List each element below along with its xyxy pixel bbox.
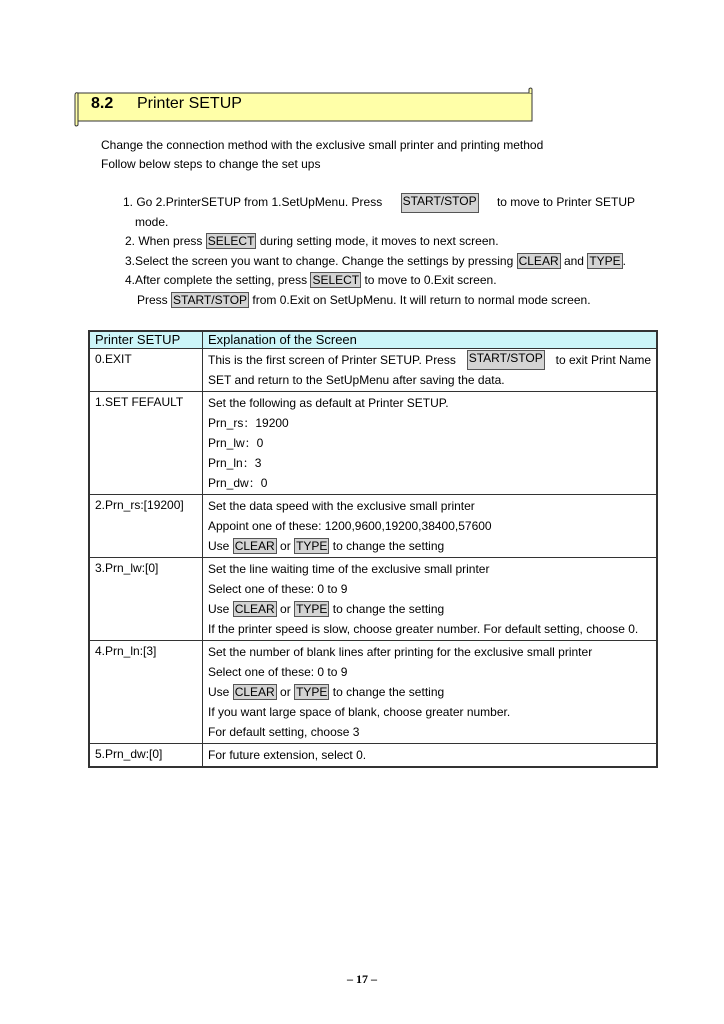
start-stop-key: START/STOP (467, 350, 545, 370)
desc-line: Prn_ln：3 (208, 456, 262, 470)
intro-text (101, 136, 543, 174)
table-row (89, 392, 657, 495)
desc-text: to change the setting (332, 602, 445, 616)
type-key: TYPE (296, 685, 328, 699)
setting-name: 3.Prn_lw:[0] (89, 558, 203, 641)
desc-text: to change the setting (332, 685, 445, 699)
header-printer-setup: Printer SETUP (89, 331, 203, 349)
desc-line: Appoint one of these: 1200,9600,19200,38400,57600 (208, 519, 492, 533)
desc-line: Prn_rs：19200 (208, 416, 289, 430)
start-stop-key: START/STOP (173, 292, 248, 307)
select-key: SELECT (312, 273, 360, 287)
desc-text: to exit Print Name (555, 353, 651, 367)
setting-explanation (203, 349, 658, 392)
desc-line: SET and return to the SetUpMenu after saving the data. (208, 373, 505, 387)
desc-text: Use (208, 685, 230, 699)
setting-name: 0.EXIT (89, 349, 203, 392)
step-3 (123, 252, 635, 272)
desc-line: Prn_lw：0 (208, 436, 264, 450)
step-text: to move to 0.Exit screen. (364, 273, 497, 287)
table-row (89, 641, 657, 744)
step-text: to move to Printer SETUP (496, 195, 635, 209)
type-key: TYPE (296, 539, 328, 553)
setting-explanation (203, 392, 658, 495)
printer-setup-table (88, 330, 658, 768)
desc-line: Set the data speed with the exclusive small printer (208, 499, 475, 513)
table-row (89, 349, 657, 392)
desc-line: Select one of these: 0 to 9 (208, 665, 348, 679)
desc-line (208, 599, 651, 619)
setting-explanation (203, 558, 658, 641)
table-row (89, 495, 657, 558)
desc-line: If you want large space of blank, choose greater number. (208, 705, 511, 719)
step-text: 1. Go 2.PrinterSETUP from 1.SetUpMenu. Press (123, 195, 383, 209)
setting-name: 2.Prn_rs:[19200] (89, 495, 203, 558)
section-title: Printer SETUP (137, 95, 242, 112)
setting-name: 4.Prn_ln:[3] (89, 641, 203, 744)
step-text: during setting mode, it moves to next screen. (259, 234, 499, 248)
setting-explanation (203, 495, 658, 558)
intro-line: Follow below steps to change the set ups (101, 157, 321, 171)
desc-line (208, 682, 651, 702)
desc-line: If the printer speed is slow, choose greater number. For default setting, choose 0. (208, 622, 639, 636)
setting-explanation (203, 744, 658, 768)
desc-text: This is the first screen of Printer SETUP. Press (208, 353, 456, 367)
desc-text: to change the setting (332, 539, 445, 553)
step-text: 4.After complete the setting, press (125, 273, 308, 287)
steps-list (123, 193, 635, 310)
desc-line (208, 350, 651, 370)
start-stop-key: START/STOP (401, 193, 479, 213)
setting-name: 1.SET FEFAULT (89, 392, 203, 495)
desc-text: Use (208, 602, 230, 616)
header-explanation: Explanation of the Screen (203, 331, 658, 349)
step-text: 3.Select the screen you want to change. Change the settings by pressing (125, 253, 514, 268)
step-1 (123, 193, 635, 213)
section-number: 8.2 (91, 95, 114, 112)
desc-line: Set the line waiting time of the exclusive small printer (208, 562, 490, 576)
desc-line: Set the following as default at Printer SETUP. (208, 396, 449, 410)
step-text: . (622, 253, 627, 268)
desc-text: or (280, 602, 291, 616)
type-key: TYPE (589, 253, 621, 268)
table-header-row (89, 331, 657, 349)
desc-line: Select one of these: 0 to 9 (208, 582, 348, 596)
step-text: and (563, 253, 584, 268)
table-row (89, 558, 657, 641)
step-4-cont (123, 291, 635, 311)
desc-line: For future extension, select 0. (208, 748, 367, 762)
setting-name: 5.Prn_dw:[0] (89, 744, 203, 768)
desc-line: Set the number of blank lines after printing for the exclusive small printer (208, 645, 593, 659)
section-banner (74, 87, 534, 127)
clear-key: CLEAR (234, 602, 275, 616)
desc-text: or (280, 685, 291, 699)
step-text: 2. When press (125, 234, 203, 248)
table-row (89, 744, 657, 768)
desc-text: or (280, 539, 291, 553)
setting-explanation (203, 641, 658, 744)
intro-line: Change the connection method with the exclusive small printer and printing method (101, 138, 544, 152)
step-text: from 0.Exit on SetUpMenu. It will return to normal mode screen. (252, 292, 591, 307)
step-4 (123, 271, 635, 291)
step-text: Press (137, 292, 168, 307)
clear-key: CLEAR (234, 685, 275, 699)
type-key: TYPE (296, 602, 328, 616)
clear-key: CLEAR (518, 253, 559, 268)
clear-key: CLEAR (234, 539, 275, 553)
page-number: – 17 – (347, 972, 377, 986)
select-key: SELECT (207, 234, 255, 248)
desc-text: Use (208, 539, 230, 553)
desc-line: For default setting, choose 3 (208, 725, 360, 739)
step-2 (123, 232, 635, 252)
step-1-cont: mode. (135, 214, 169, 229)
desc-line: Prn_dw：0 (208, 476, 268, 490)
desc-line (208, 536, 651, 556)
